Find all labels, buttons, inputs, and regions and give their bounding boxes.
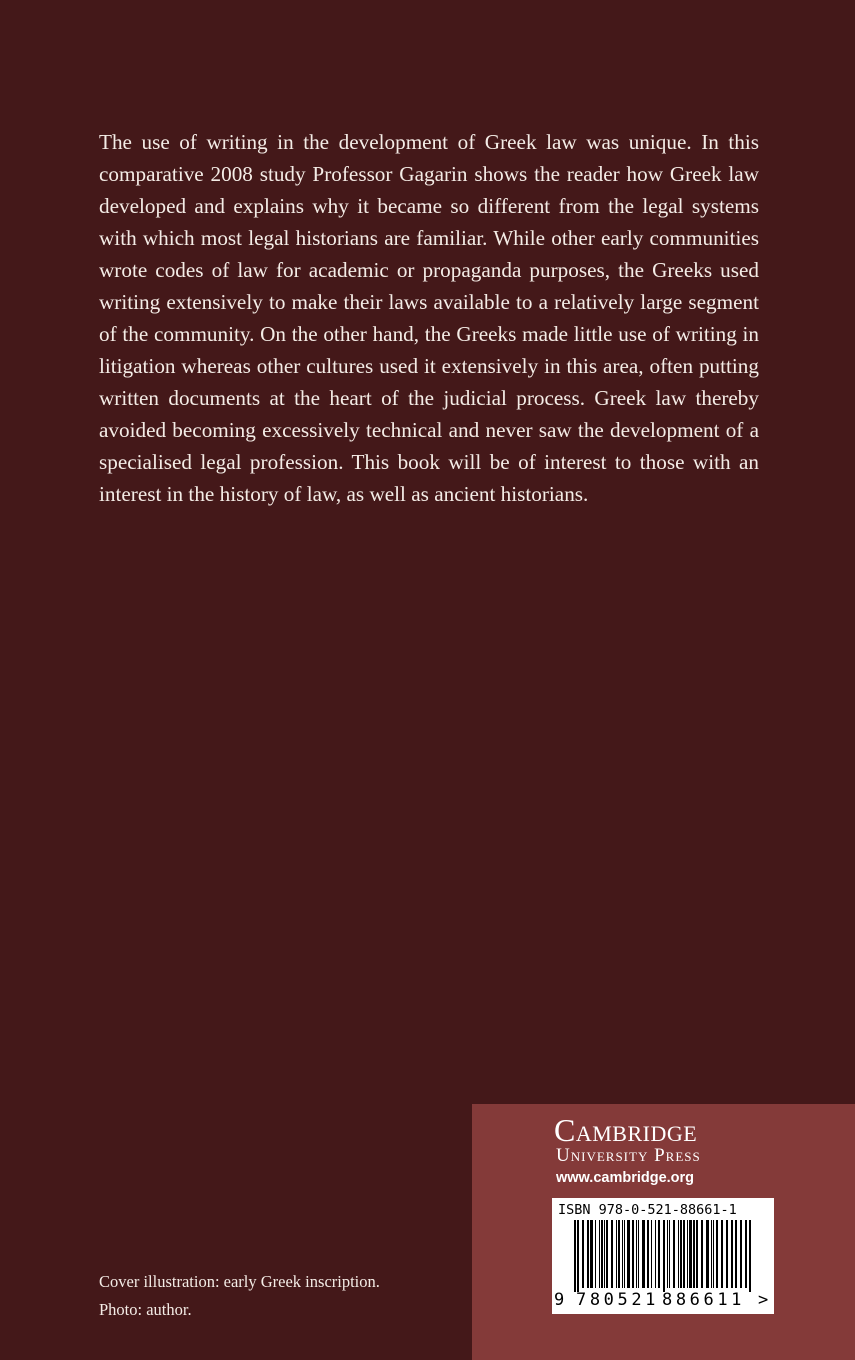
- barcode-bar: [632, 1220, 634, 1288]
- barcode-bar: [638, 1220, 639, 1288]
- barcode-bar: [616, 1220, 617, 1288]
- barcode-bar: [745, 1220, 747, 1288]
- barcode-bar: [716, 1220, 718, 1288]
- barcode-bar: [669, 1220, 670, 1288]
- barcode-bar: [618, 1220, 620, 1288]
- barcode-arrow: >: [758, 1290, 769, 1310]
- barcode-bar: [599, 1220, 600, 1288]
- barcode-bar: [689, 1220, 692, 1288]
- barcode-bar: [721, 1220, 723, 1288]
- barcode-bar: [735, 1220, 737, 1288]
- barcode-bar: [749, 1220, 751, 1292]
- isbn-label: ISBN 978-0-521-88661-1: [558, 1202, 737, 1218]
- barcode-bar: [606, 1220, 608, 1288]
- barcode-bar: [655, 1220, 656, 1288]
- barcode-bar: [687, 1220, 688, 1288]
- barcode-bar: [624, 1220, 625, 1288]
- barcode-left-digits: 780521: [576, 1290, 660, 1310]
- barcode-bar: [658, 1220, 660, 1288]
- barcode-bar: [673, 1220, 675, 1288]
- barcode-bar: [706, 1220, 709, 1288]
- barcode-bar: [713, 1220, 714, 1288]
- cover-credits: [99, 1268, 459, 1324]
- photo-credit: Photo: author.: [99, 1300, 192, 1319]
- barcode-bar: [740, 1220, 742, 1288]
- barcode-bar: [726, 1220, 728, 1288]
- barcode-bar: [611, 1220, 613, 1288]
- barcode-bar: [590, 1220, 593, 1288]
- publisher-logo-subtitle: University Press: [556, 1145, 701, 1166]
- barcode-bar: [577, 1220, 579, 1292]
- barcode-bar: [711, 1220, 712, 1288]
- cover-illustration-credit: Cover illustration: early Greek inscription.: [99, 1272, 380, 1291]
- barcode-right-digits: 886611: [662, 1290, 746, 1310]
- barcode-bar: [574, 1220, 576, 1292]
- barcode-bar: [678, 1220, 679, 1288]
- barcode-bar: [731, 1220, 733, 1288]
- barcode-bar: [683, 1220, 685, 1288]
- barcode-bar: [627, 1220, 630, 1288]
- back-cover-blurb: The use of writing in the development of Greek law was unique. In this comparative 2008 study Professor Gagarin shows the reader how Greek law developed and explains why it became so different from the legal systems with which most legal historians are familiar. While other early communities wrote codes of law for academic or propaganda purposes, the Greeks used writing extensively to make their laws available to a relatively large segment of the community. On the other hand, the Greeks made little use of writing in litigation whereas other cultures used it extensively in this area, often putting written documents at the heart of the judicial process. Greek law thereby avoided becoming excessively technical and never saw the development of a specialised legal profession. This book will be of interest to those with an interest in the history of law, as well as ancient historians.: [99, 130, 759, 506]
- barcode-bar: [663, 1220, 665, 1292]
- barcode-digits: [552, 1290, 774, 1312]
- barcode-bar: [693, 1220, 695, 1288]
- barcode-bar: [651, 1220, 652, 1288]
- barcode-bar: [601, 1220, 603, 1288]
- barcode-bar: [587, 1220, 589, 1288]
- barcode-bar: [622, 1220, 623, 1288]
- barcode-bar: [604, 1220, 605, 1288]
- barcode-bar: [680, 1220, 682, 1288]
- barcode-bar: [595, 1220, 596, 1288]
- barcode-first-digit: 9: [554, 1290, 565, 1310]
- barcode-bar: [667, 1220, 668, 1288]
- barcode-bar: [582, 1220, 584, 1288]
- barcode-bar: [701, 1220, 703, 1288]
- barcode-bar: [696, 1220, 698, 1288]
- barcode: [552, 1198, 774, 1314]
- barcode-bar: [647, 1220, 649, 1288]
- barcode-bar: [636, 1220, 637, 1288]
- publisher-panel: [472, 1104, 855, 1360]
- publisher-logo-name: Cambridge: [554, 1112, 698, 1148]
- barcode-bar: [642, 1220, 645, 1288]
- publisher-url: www.cambridge.org: [556, 1170, 695, 1186]
